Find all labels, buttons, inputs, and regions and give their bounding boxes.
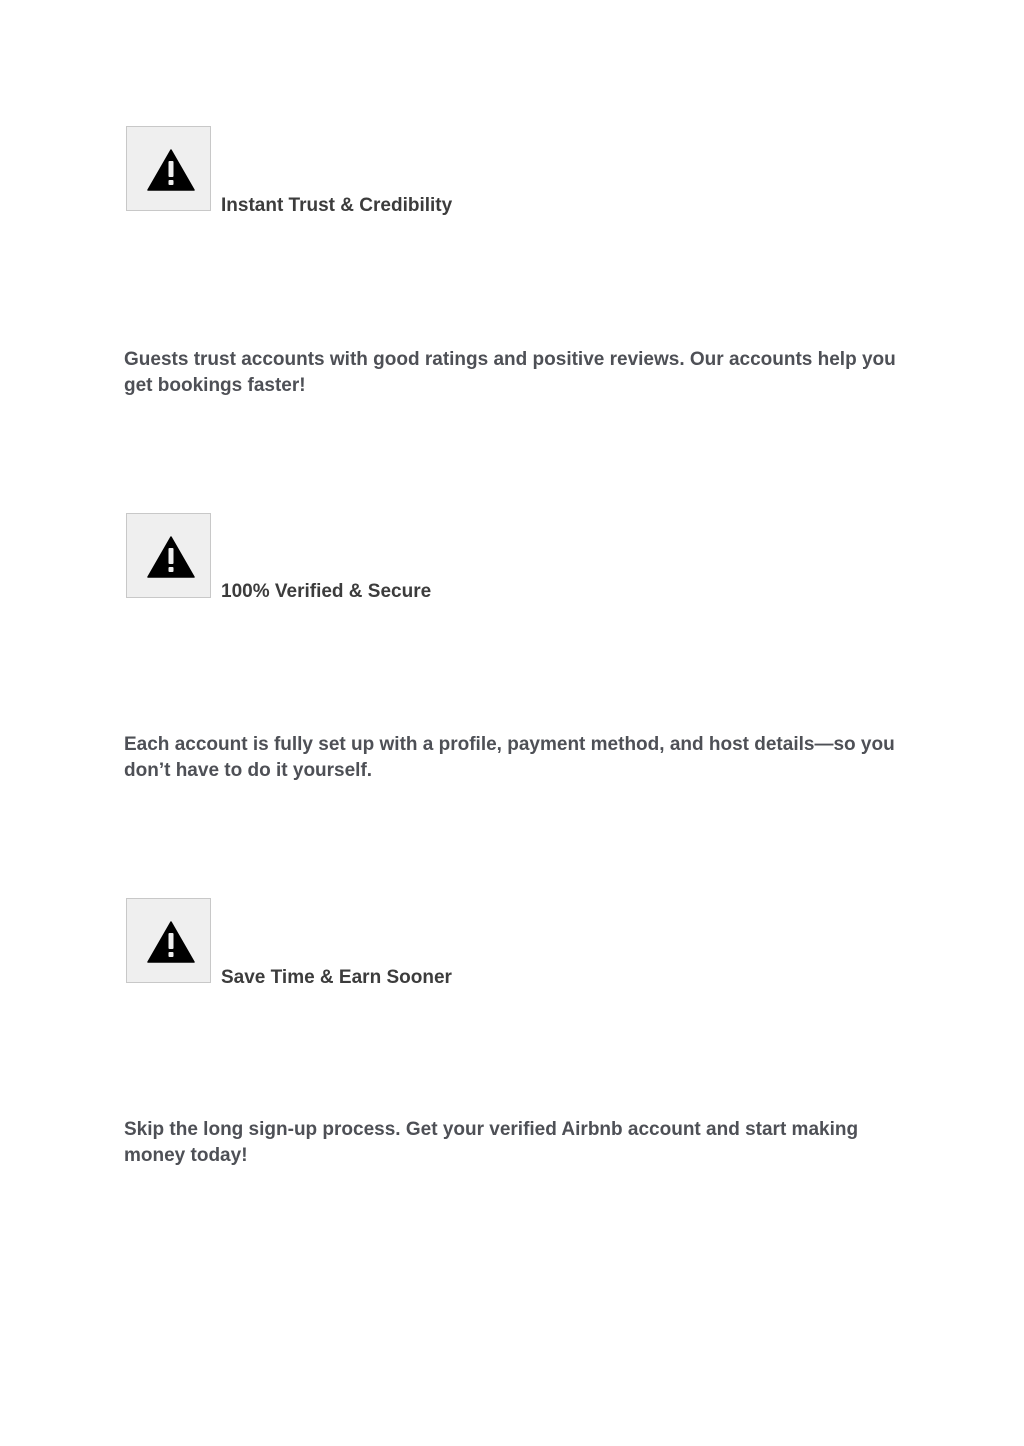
section-heading: Save Time & Earn Sooner [221,967,452,988]
section-paragraph: Guests trust accounts with good ratings and positive reviews. Our accounts help you get bookings faster! [124,349,896,396]
warning-icon [147,149,195,191]
section-heading: Instant Trust & Credibility [221,195,453,216]
warning-icon [147,921,195,963]
broken-image-placeholder [126,513,211,598]
broken-image-placeholder [126,898,211,983]
section-paragraph: Skip the long sign-up process. Get your verified Airbnb account and start making money today! [124,1119,859,1166]
section-heading: 100% Verified & Secure [221,581,432,602]
broken-image-placeholder [126,126,211,211]
warning-icon [147,536,195,578]
section-paragraph: Each account is fully set up with a profile, payment method, and host details—so you don’t have to do it yourself. [124,734,895,781]
